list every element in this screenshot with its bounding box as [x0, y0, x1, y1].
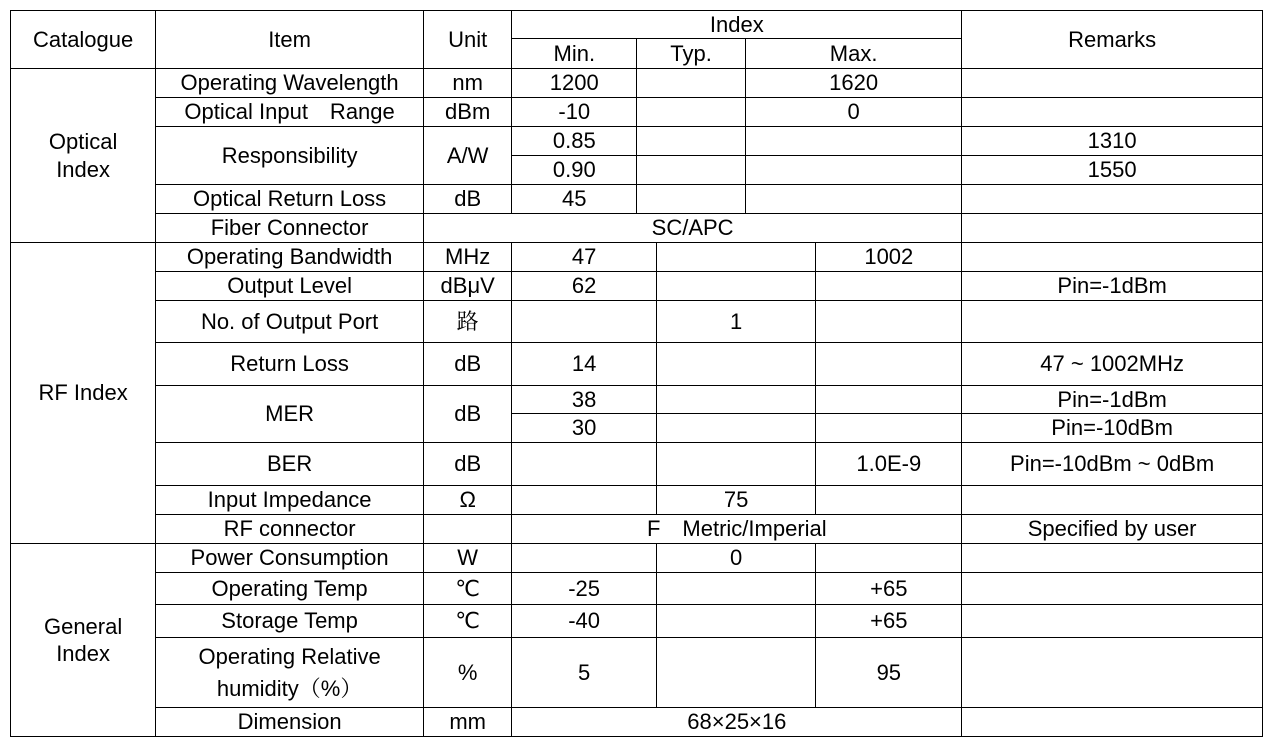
remarks-cell [962, 69, 1263, 98]
table-row [11, 272, 1263, 301]
unit-cell: dB [423, 386, 511, 443]
table-row [11, 127, 1263, 156]
item-cell: Dimension [156, 708, 424, 737]
header-index: Index [512, 11, 962, 39]
unit-cell: A/W [423, 127, 511, 185]
remarks-cell: Pin=-10dBm ~ 0dBm [962, 443, 1263, 486]
max-cell [816, 486, 962, 515]
typ-cell: 0 [656, 544, 815, 573]
remarks-cell [962, 544, 1263, 573]
unit-cell: MHz [423, 243, 511, 272]
min-cell: -40 [512, 605, 657, 638]
header-unit: Unit [423, 11, 511, 69]
remarks-cell: 1310 [962, 127, 1263, 156]
typ-cell [656, 343, 815, 386]
min-cell: 0.85 [512, 127, 637, 156]
remarks-cell: Specified by user [962, 515, 1263, 544]
table-row [11, 214, 1263, 243]
min-cell: 45 [512, 185, 637, 214]
remarks-cell [962, 708, 1263, 737]
remarks-cell [962, 486, 1263, 515]
item-cell: No. of Output Port [156, 301, 424, 343]
min-cell: 0.90 [512, 156, 637, 185]
header-typ: Typ. [637, 39, 746, 69]
max-cell: +65 [816, 573, 962, 605]
min-cell: 30 [512, 414, 657, 443]
remarks-cell [962, 301, 1263, 343]
remarks-cell: 1550 [962, 156, 1263, 185]
unit-cell: dB [423, 185, 511, 214]
item-cell: Optical Input Range [156, 98, 424, 127]
table-row [11, 301, 1263, 343]
item-cell: RF connector [156, 515, 424, 544]
max-cell [816, 386, 962, 414]
item-cell: Output Level [156, 272, 424, 301]
typ-cell [637, 127, 746, 156]
typ-cell: 1 [656, 301, 815, 343]
table-row [11, 605, 1263, 638]
item-cell: BER [156, 443, 424, 486]
table-row [11, 544, 1263, 573]
remarks-cell [962, 185, 1263, 214]
min-cell: -10 [512, 98, 637, 127]
connector-value: F Metric/Imperial [512, 515, 962, 544]
min-cell [512, 443, 657, 486]
item-cell: Power Consumption [156, 544, 424, 573]
table-row [11, 98, 1263, 127]
table-row [11, 443, 1263, 486]
max-cell [816, 272, 962, 301]
unit-cell: mm [423, 708, 511, 737]
remarks-cell [962, 605, 1263, 638]
typ-cell [656, 272, 815, 301]
catalogue-general-line1: General [43, 613, 123, 639]
header-min: Min. [512, 39, 637, 69]
catalogue-rf: RF Index [11, 243, 156, 544]
table-row [11, 243, 1263, 272]
unit-cell: ℃ [423, 573, 511, 605]
remarks-cell: 47 ~ 1002MHz [962, 343, 1263, 386]
min-cell [512, 544, 657, 573]
catalogue-general-line2: Index [56, 641, 111, 666]
unit-cell: dB [423, 343, 511, 386]
max-cell [816, 343, 962, 386]
typ-cell [656, 605, 815, 638]
table-row [11, 486, 1263, 515]
typ-cell [637, 98, 746, 127]
max-cell [745, 185, 961, 214]
item-cell: Return Loss [156, 343, 424, 386]
unit-cell: Ω [423, 486, 511, 515]
item-cell: Fiber Connector [156, 214, 424, 243]
item-cell: Operating Bandwidth [156, 243, 424, 272]
table-row [11, 185, 1263, 214]
unit-cell [423, 515, 511, 544]
min-cell: -25 [512, 573, 657, 605]
max-cell: 0 [745, 98, 961, 127]
typ-cell [656, 638, 815, 708]
header-remarks: Remarks [962, 11, 1263, 69]
unit-cell: dBm [423, 98, 511, 127]
min-cell: 1200 [512, 69, 637, 98]
min-cell [512, 486, 657, 515]
unit-cell: W [423, 544, 511, 573]
item-cell: MER [156, 386, 424, 443]
max-cell: 1620 [745, 69, 961, 98]
min-cell: 62 [512, 272, 657, 301]
max-cell [816, 544, 962, 573]
table-row [11, 638, 1263, 708]
table-row [11, 515, 1263, 544]
typ-cell: 75 [656, 486, 815, 515]
typ-cell [656, 243, 815, 272]
item-cell: Responsibility [156, 127, 424, 185]
max-cell: 1002 [816, 243, 962, 272]
header-catalogue: Catalogue [11, 11, 156, 69]
max-cell [816, 414, 962, 443]
item-cell: Optical Return Loss [156, 185, 424, 214]
unit-cell: ℃ [423, 605, 511, 638]
min-cell: 14 [512, 343, 657, 386]
remarks-cell [962, 98, 1263, 127]
max-cell: 95 [816, 638, 962, 708]
max-cell [816, 301, 962, 343]
humidity-item-line1: Operating Relative [198, 643, 381, 669]
table-row [11, 343, 1263, 386]
item-cell: Input Impedance [156, 486, 424, 515]
typ-cell [637, 156, 746, 185]
catalogue-optical [11, 69, 156, 243]
unit-cell: 路 [423, 301, 511, 343]
item-cell: Operating Temp [156, 573, 424, 605]
remarks-cell: Pin=-10dBm [962, 414, 1263, 443]
remarks-cell: Pin=-1dBm [962, 386, 1263, 414]
unit-cell: dB [423, 443, 511, 486]
unit-cell: % [423, 638, 511, 708]
max-cell: +65 [816, 605, 962, 638]
typ-cell [656, 443, 815, 486]
remarks-cell [962, 214, 1263, 243]
spec-table [10, 10, 1263, 737]
unit-cell: nm [423, 69, 511, 98]
typ-cell [656, 573, 815, 605]
min-cell: 5 [512, 638, 657, 708]
catalogue-optical-line1: Optical [48, 129, 118, 154]
remarks-cell [962, 638, 1263, 708]
max-cell: 1.0E-9 [816, 443, 962, 486]
remarks-cell [962, 243, 1263, 272]
table-row [11, 69, 1263, 98]
typ-cell [637, 69, 746, 98]
item-cell: Storage Temp [156, 605, 424, 638]
table-row [11, 708, 1263, 737]
typ-cell [637, 185, 746, 214]
remarks-cell: Pin=-1dBm [962, 272, 1263, 301]
header-max: Max. [745, 39, 961, 69]
catalogue-optical-line2: Index [56, 156, 111, 182]
min-cell: 38 [512, 386, 657, 414]
dimension-value: 68×25×16 [512, 708, 962, 737]
humidity-item-line2: humidity（%） [216, 675, 363, 701]
typ-cell [656, 414, 815, 443]
item-cell [156, 638, 424, 708]
item-cell: Operating Wavelength [156, 69, 424, 98]
header-item: Item [156, 11, 424, 69]
min-cell: 47 [512, 243, 657, 272]
connector-value: SC/APC [423, 214, 961, 243]
catalogue-general [11, 544, 156, 737]
table-row [11, 573, 1263, 605]
table-row [11, 386, 1263, 414]
max-cell [745, 156, 961, 185]
unit-cell: dBμV [423, 272, 511, 301]
typ-cell [656, 386, 815, 414]
max-cell [745, 127, 961, 156]
min-cell [512, 301, 657, 343]
remarks-cell [962, 573, 1263, 605]
